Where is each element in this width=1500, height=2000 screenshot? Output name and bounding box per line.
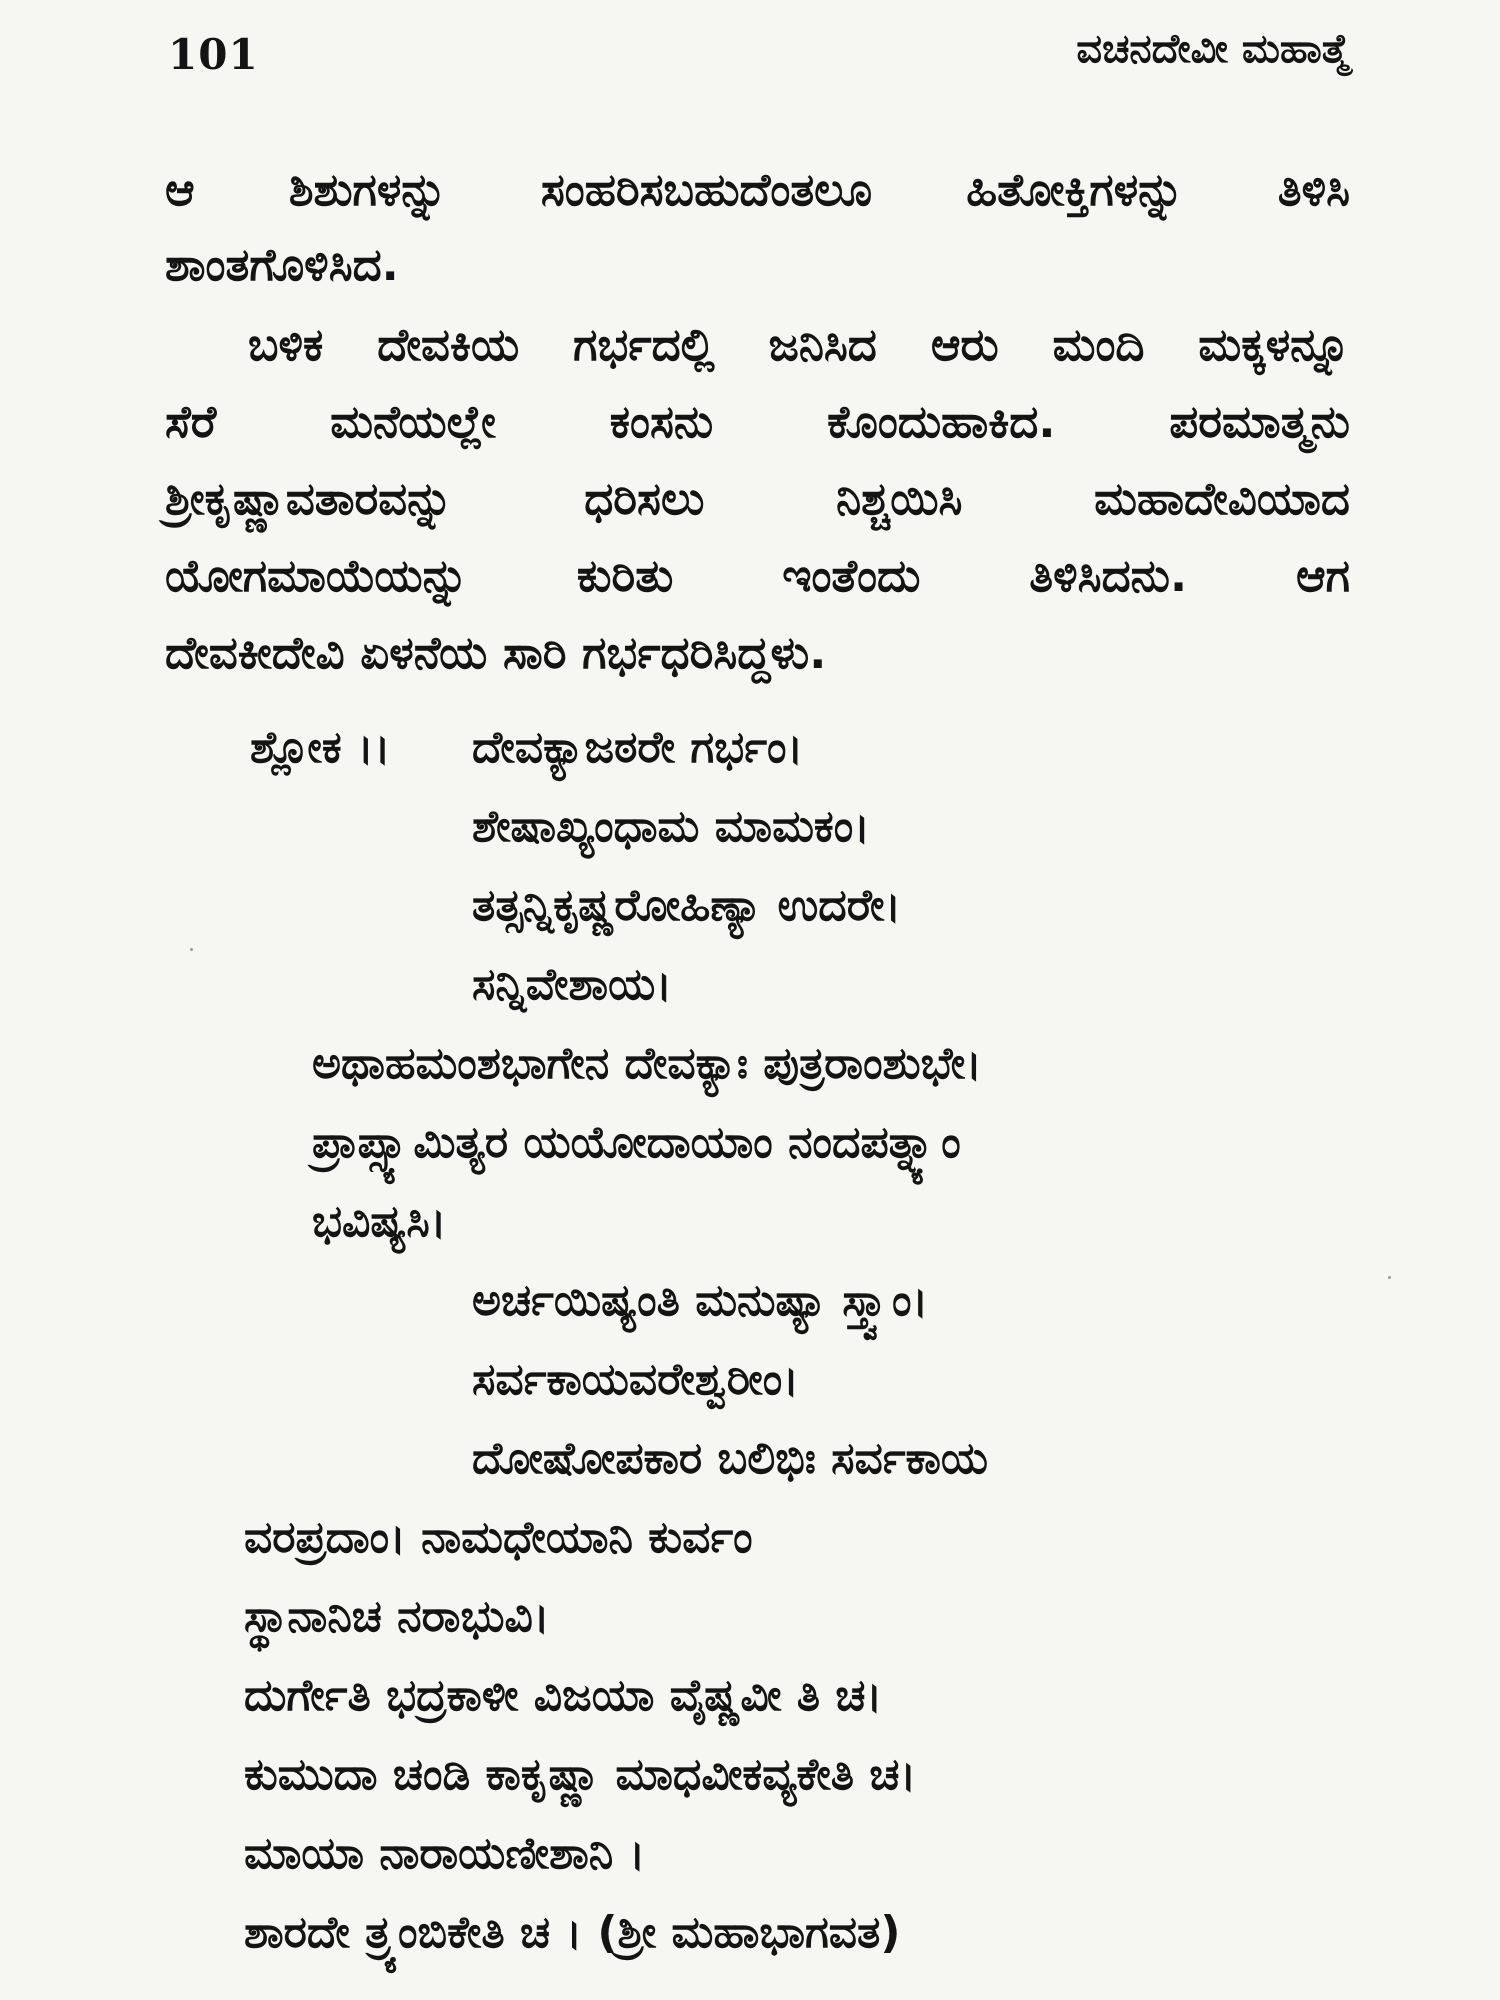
verse-line-2: ಶೇಷಾಖ್ಯಂಧಾಮ ಮಾಮಕಂ। [472,801,870,852]
verse-line-13: ದುರ್ಗೇತಿ ಭದ್ರಕಾಳೀ ವಿಜಯಾ ವೈಷ್ಣವೀ ತಿ ಚ। [244,1670,883,1721]
verse-line-5: ಅಥಾಹಮಂಶಭಾಗೇನ ದೇವಕ್ಯಾಃ ಪುತ್ರರಾಂಶುಭೇ। [312,1038,982,1089]
verse-line-4: ಸನ್ನಿವೇಶಾಯ। [472,959,672,1010]
para2-line-3: ಶ್ರೀಕೃಷ್ಣಾವತಾರವನ್ನು ಧರಿಸಲು ನಿಶ್ಚಯಿಸಿ ಮಹಾದೇವಿಯಾದ [165,472,1350,525]
verse-line-14: ಕುಮುದಾ ಚಂಡಿ ಕಾಕೃಷ್ಣಾ ಮಾಧವೀಕವ್ಯಕೇತಿ ಚ। [244,1749,917,1800]
para2-line-5: ದೇವಕೀದೇವಿ ಏಳನೆಯ ಸಾರಿ ಗರ್ಭಧರಿಸಿದ್ದಳು. [165,626,827,679]
verse-line-7: ಭವಿಷ್ಯಸಿ। [312,1196,447,1247]
para2-line-4: ಯೋಗಮಾಯೆಯನ್ನು ಕುರಿತು ಇಂತೆಂದು ತಿಳಿಸಿದನು. ಆಗ [165,549,1350,602]
verse-line-16: ಶಾರದೇ ತ್ರ್ಯಂಬಿಕೇತಿ ಚ । (ಶ್ರೀ ಮಹಾಭಾಗವತ) [244,1907,901,1958]
verse-line-6: ಪ್ರಾಪ್ಸ್ಯಾಮಿತ್ಯರ ಯಯೋದಾಯಾಂ ನಂದಪತ್ನ್ಯಾಂ [312,1117,961,1168]
verse-line-15: ಮಾಯಾ ನಾರಾಯಣೀಶಾನಿ । [244,1828,646,1879]
verse-line-11: ವರಪ್ರದಾಂ। ನಾಮಧೇಯಾನಿ ಕುರ್ವಂ [244,1512,753,1563]
page-number: 101 [168,30,259,79]
verse-line-8: ಅರ್ಚಯಿಷ್ಯಂತಿ ಮನುಷ್ಯಾ ಸ್ತ್ವಾಂ। [472,1275,929,1326]
verse-line-12: ಸ್ಥಾನಾನಿಚ ನರಾಭುವಿ। [244,1591,550,1642]
sloka-label: ಶ್ಲೋಕ ।। [250,722,391,773]
verse-line-3: ತತ್ಸನ್ನಿಕೃಷ್ಣರೋಹಿಣ್ಯಾ ಉದರೇ। [472,880,902,931]
verse-line-10: ದೋಷೋಪಕಾರ ಬಲಿಭಿಃ ಸರ್ವಕಾಯ [472,1433,988,1484]
verse-line-1: ದೇವಕ್ಯಾಜಠರೇ ಗರ್ಭಂ। [472,722,804,773]
para2-line-1: ಬಳಿಕ ದೇವಕಿಯ ಗರ್ಭದಲ್ಲಿ ಜನಿಸಿದ ಆರು ಮಂದಿ ಮಕ್ಕಳನ್ನೂ [248,318,1350,371]
verse-line-9: ಸರ್ವಕಾಯವರೇಶ್ವರೀಂ। [472,1354,799,1405]
para1-line-1: ಆ ಶಿಶುಗಳನ್ನು ಸಂಹರಿಸಬಹುದೆಂತಲೂ ಹಿತೋಕ್ತಿಗಳನ್ನು ತಿಳಿಸಿ [165,163,1350,216]
running-title: ವಚನದೇವೀ ಮಹಾತ್ಮೆ [1076,26,1350,72]
print-speck [190,948,193,951]
para2-line-2: ಸೆರೆ ಮನೆಯಲ್ಲೇ ಕಂಸನು ಕೊಂದುಹಾಕಿದ. ಪರಮಾತ್ಮನು [165,395,1350,448]
print-speck [1388,1276,1391,1279]
para1-line-2: ಶಾಂತಗೊಳಿಸಿದ. [165,238,399,291]
